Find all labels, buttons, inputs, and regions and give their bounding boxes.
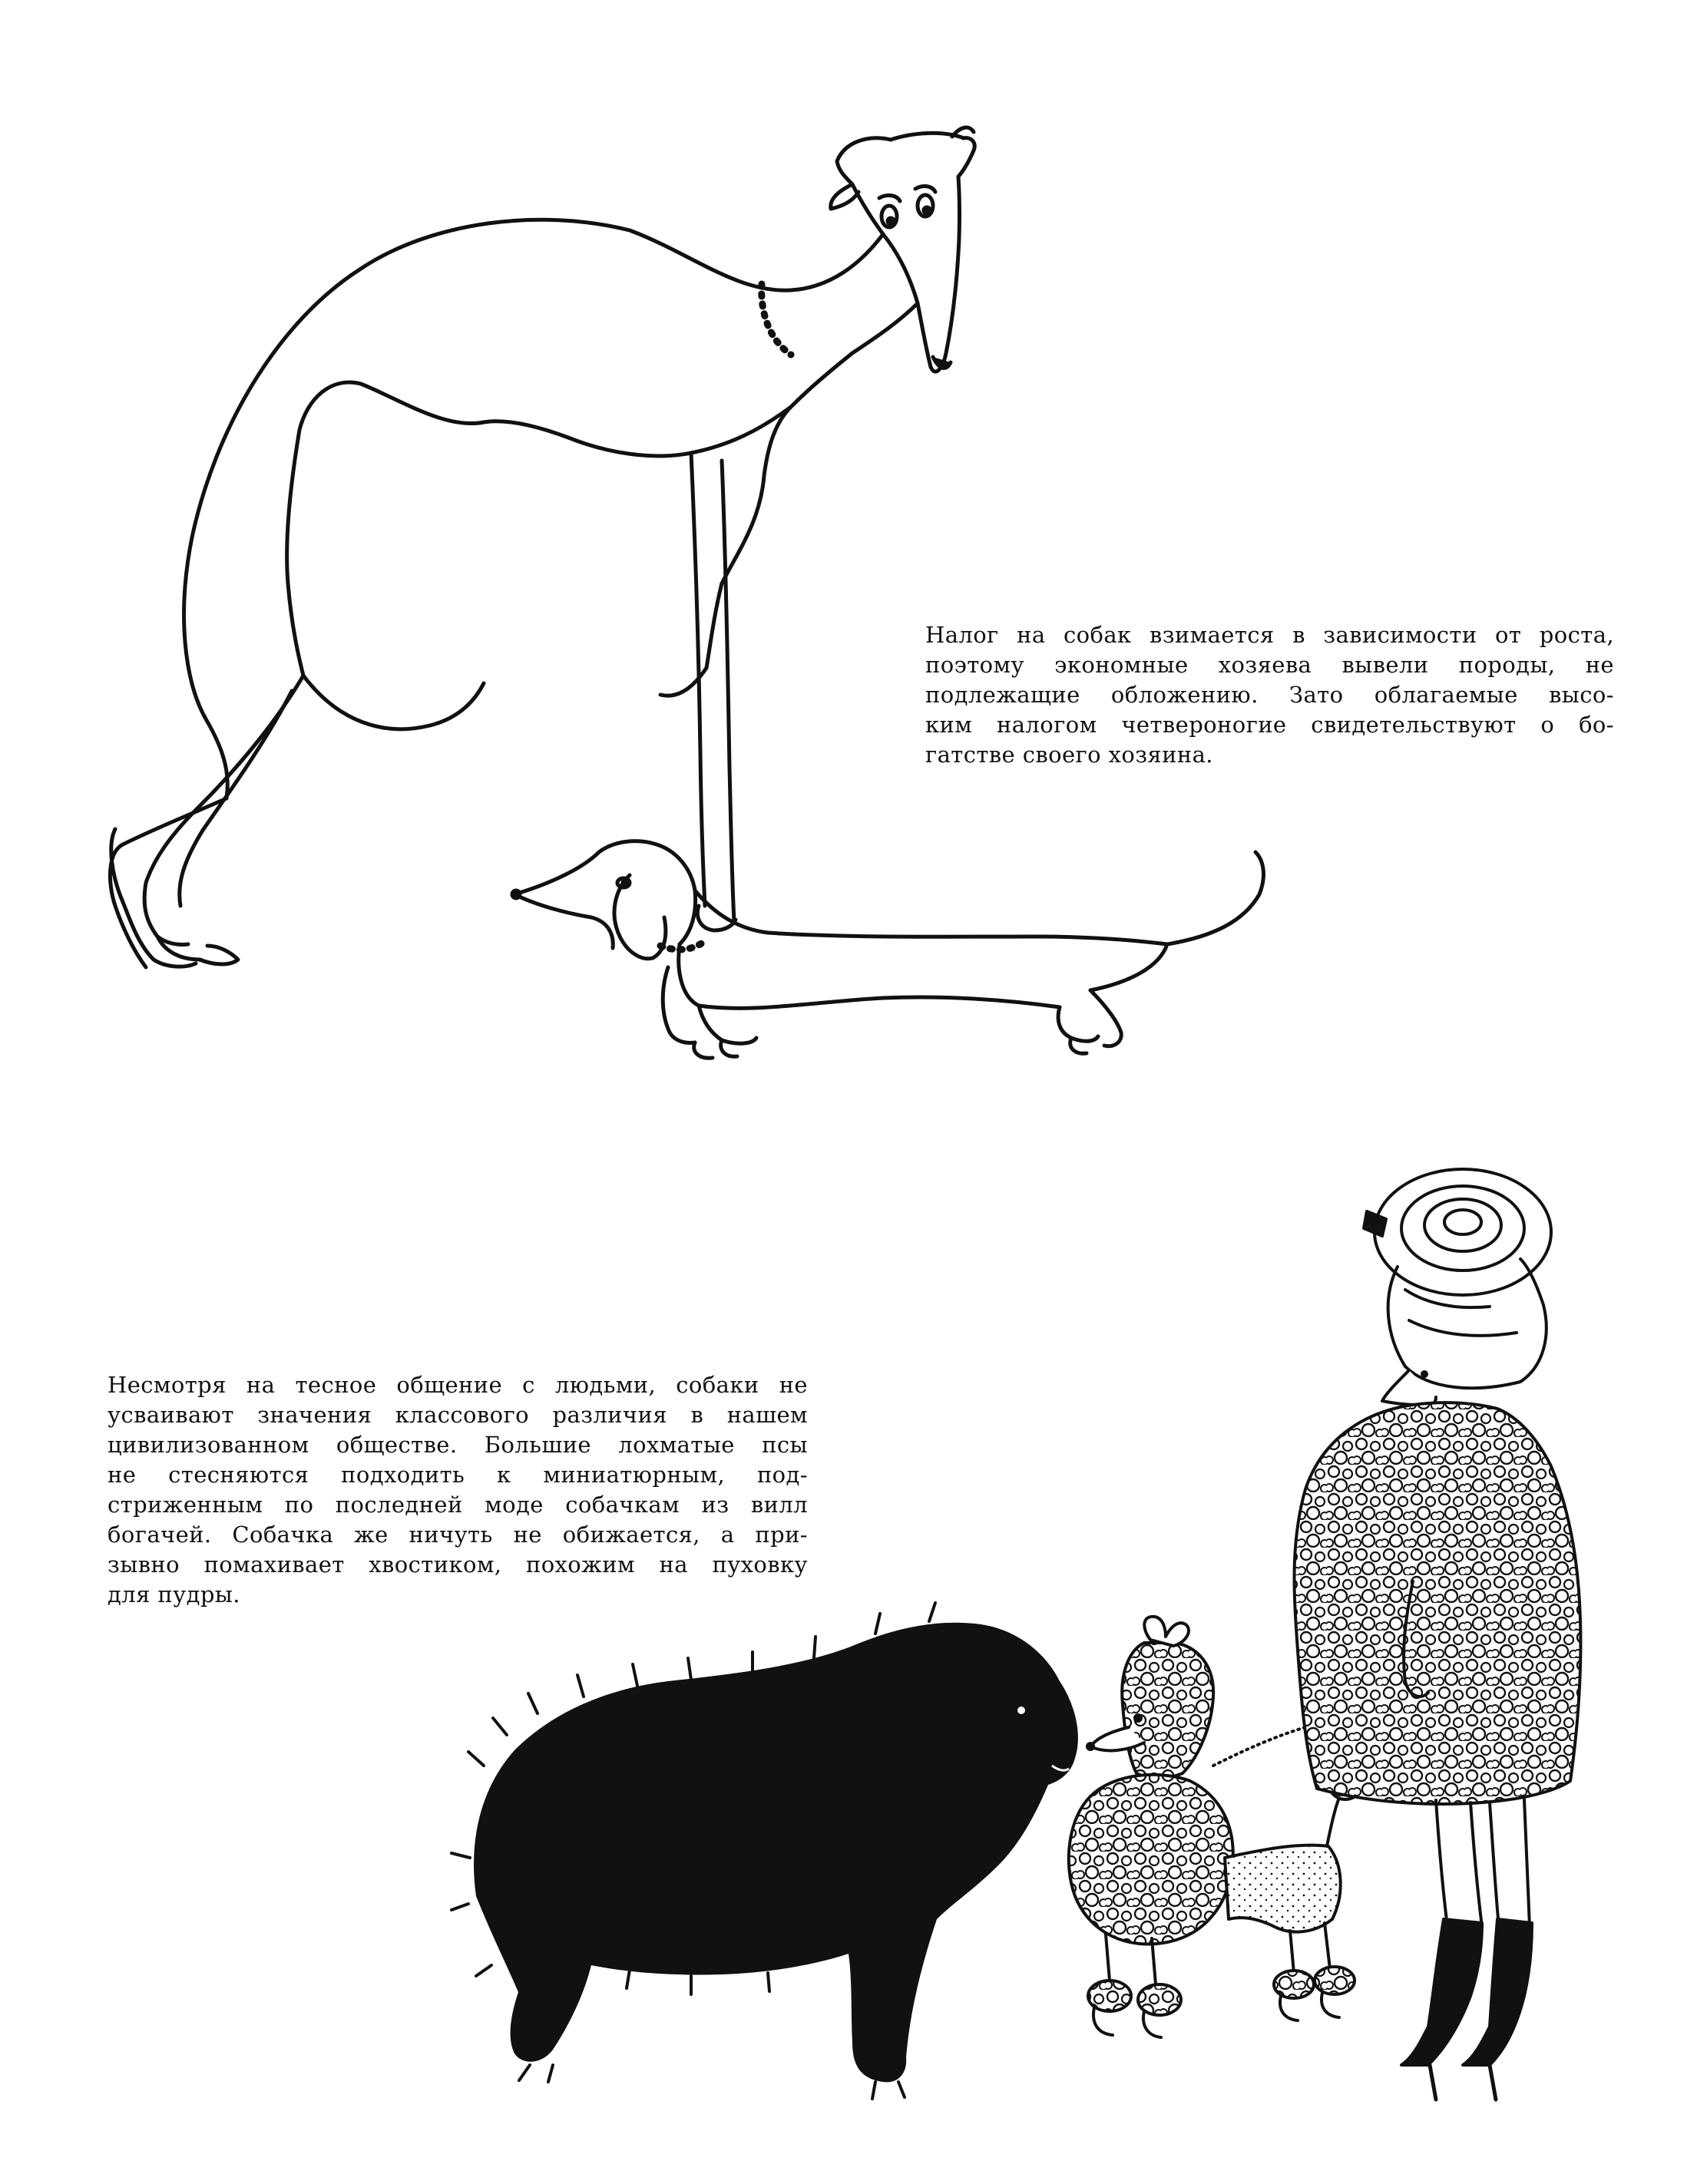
caption-bottom — [108, 1370, 808, 1610]
dachshund-illustration — [512, 841, 1263, 1059]
caption-top-line: ким налогом четвероногие свидетельствуют о бо- — [925, 712, 1614, 738]
caption-top-line: подлежащие обложению. Зато облагаемые высо- — [925, 682, 1614, 708]
caption-bottom-line: зывно помахивает хвостиком, похожим на пуховку — [108, 1551, 808, 1578]
caption-top — [925, 620, 1614, 770]
caption-bottom-line: стриженным по последней моде собачкам из вилл — [108, 1492, 808, 1518]
woman-illustration — [1295, 1169, 1581, 2100]
caption-bottom-line: богачей. Собачка же ничуть не обижается, а при- — [108, 1522, 808, 1548]
caption-bottom-line: не стесняются подходить к миниатюрным, под- — [108, 1462, 808, 1488]
caption-bottom-line: для пудры. — [108, 1581, 240, 1607]
caption-bottom-line: усваивают значения классового различия в нашем — [108, 1402, 808, 1428]
greyhound-illustration — [110, 127, 974, 967]
caption-bottom-line: Несмотря на тесное общение с людьми, собаки не — [108, 1372, 808, 1398]
caption-top-line: гатстве своего хозяина. — [925, 742, 1213, 768]
shaggy-dog-illustration — [452, 1603, 1078, 2099]
caption-bottom-line: цивилизованном обществе. Большие лохматые псы — [108, 1432, 808, 1458]
caption-top-line: Налог на собак взимается в зависимости от роста, — [925, 622, 1614, 648]
caption-top-line: поэтому экономные хозяева вывели породы, не — [925, 652, 1614, 678]
